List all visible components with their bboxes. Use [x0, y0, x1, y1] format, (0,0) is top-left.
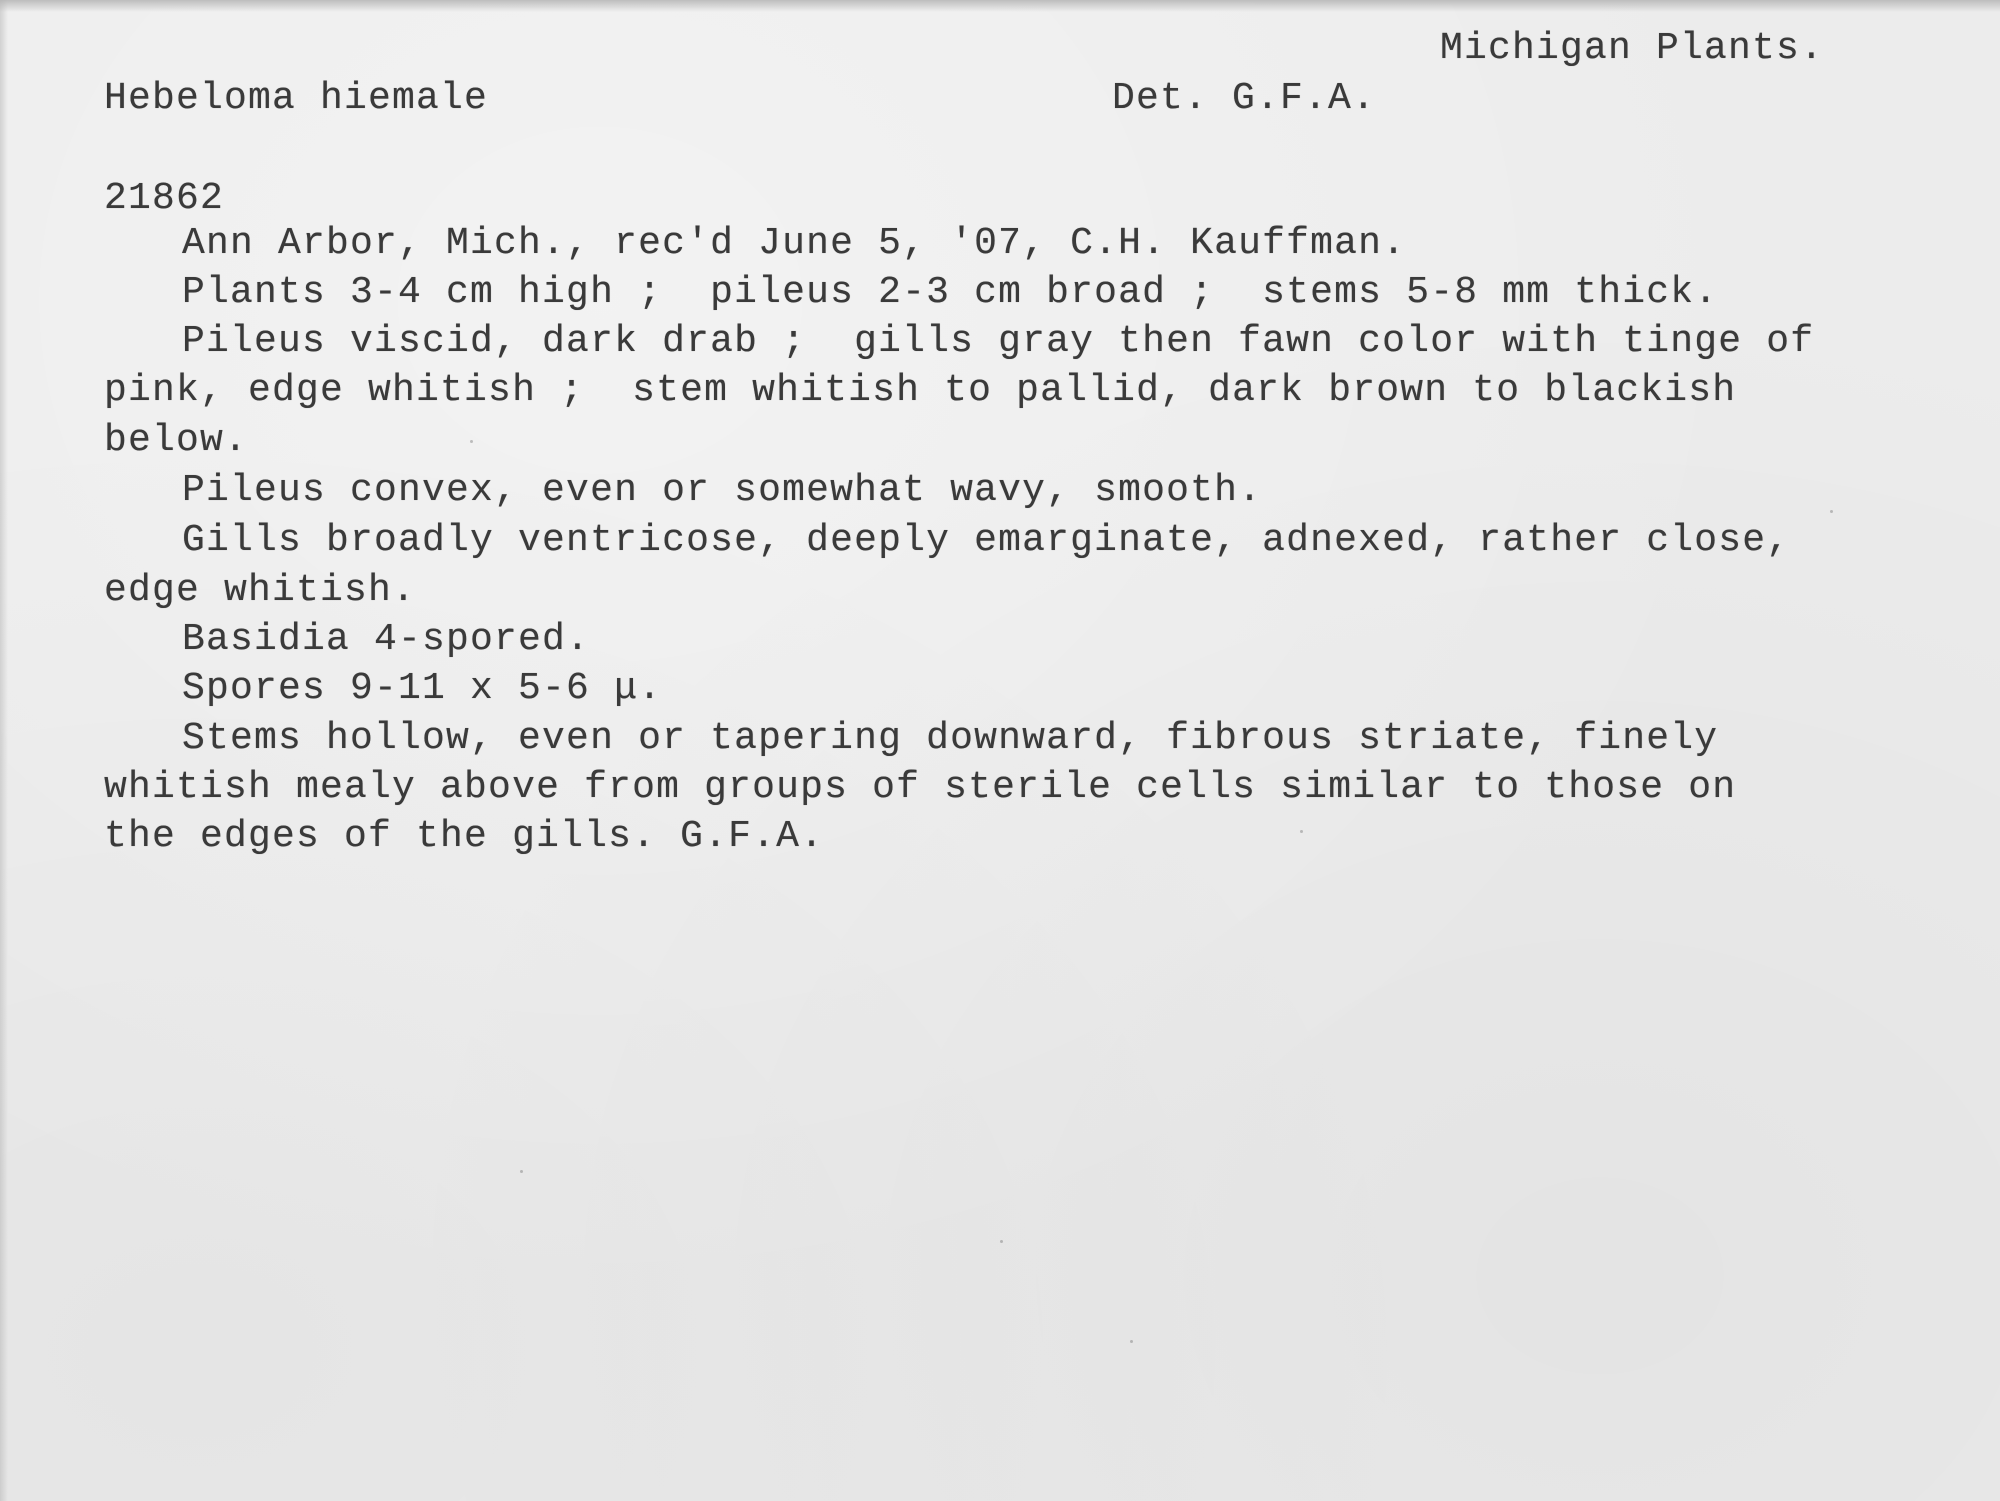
species-name: Hebeloma hiemale	[104, 77, 489, 120]
description-line: Pileus convex, even or somewhat wavy, smooth.	[182, 469, 1263, 512]
description-line: Ann Arbor, Mich., rec'd June 5, '07, C.H. Kauffman.	[182, 222, 1407, 265]
description-line: Plants 3-4 cm high ; pileus 2-3 cm broad ; stems 5-8 mm thick.	[182, 271, 1719, 314]
description-line: Stems hollow, even or tapering downward, fibrous striate, finely	[182, 717, 1719, 760]
description-line: the edges of the gills. G.F.A.	[104, 815, 825, 858]
description-line: Spores 9-11 x 5-6 μ.	[182, 667, 663, 710]
card-left-edge	[0, 0, 8, 1501]
description-line: below.	[104, 419, 249, 462]
paper-speck	[1830, 510, 1833, 513]
description-line: pink, edge whitish ; stem whitish to pallid, dark brown to blackish	[104, 369, 1737, 412]
description-line: Pileus viscid, dark drab ; gills gray then fawn color with tinge of	[182, 320, 1815, 363]
card-top-edge	[0, 0, 2000, 12]
paper-speck	[1000, 1240, 1003, 1243]
paper-speck	[1130, 1340, 1133, 1343]
description-line: Basidia 4-spored.	[182, 618, 591, 661]
paper-speck	[520, 1170, 523, 1173]
paper-speck	[1300, 830, 1303, 833]
description-line: whitish mealy above from groups of sterile cells similar to those on	[104, 766, 1737, 809]
determiner: Det. G.F.A.	[1112, 77, 1377, 120]
collection-title: Michigan Plants.	[1440, 27, 1825, 70]
paper-speck	[470, 440, 473, 443]
description-line: Gills broadly ventricose, deeply emarginate, adnexed, rather close,	[182, 519, 1791, 562]
accession-number: 21862	[104, 177, 225, 220]
description-line: edge whitish.	[104, 569, 417, 612]
